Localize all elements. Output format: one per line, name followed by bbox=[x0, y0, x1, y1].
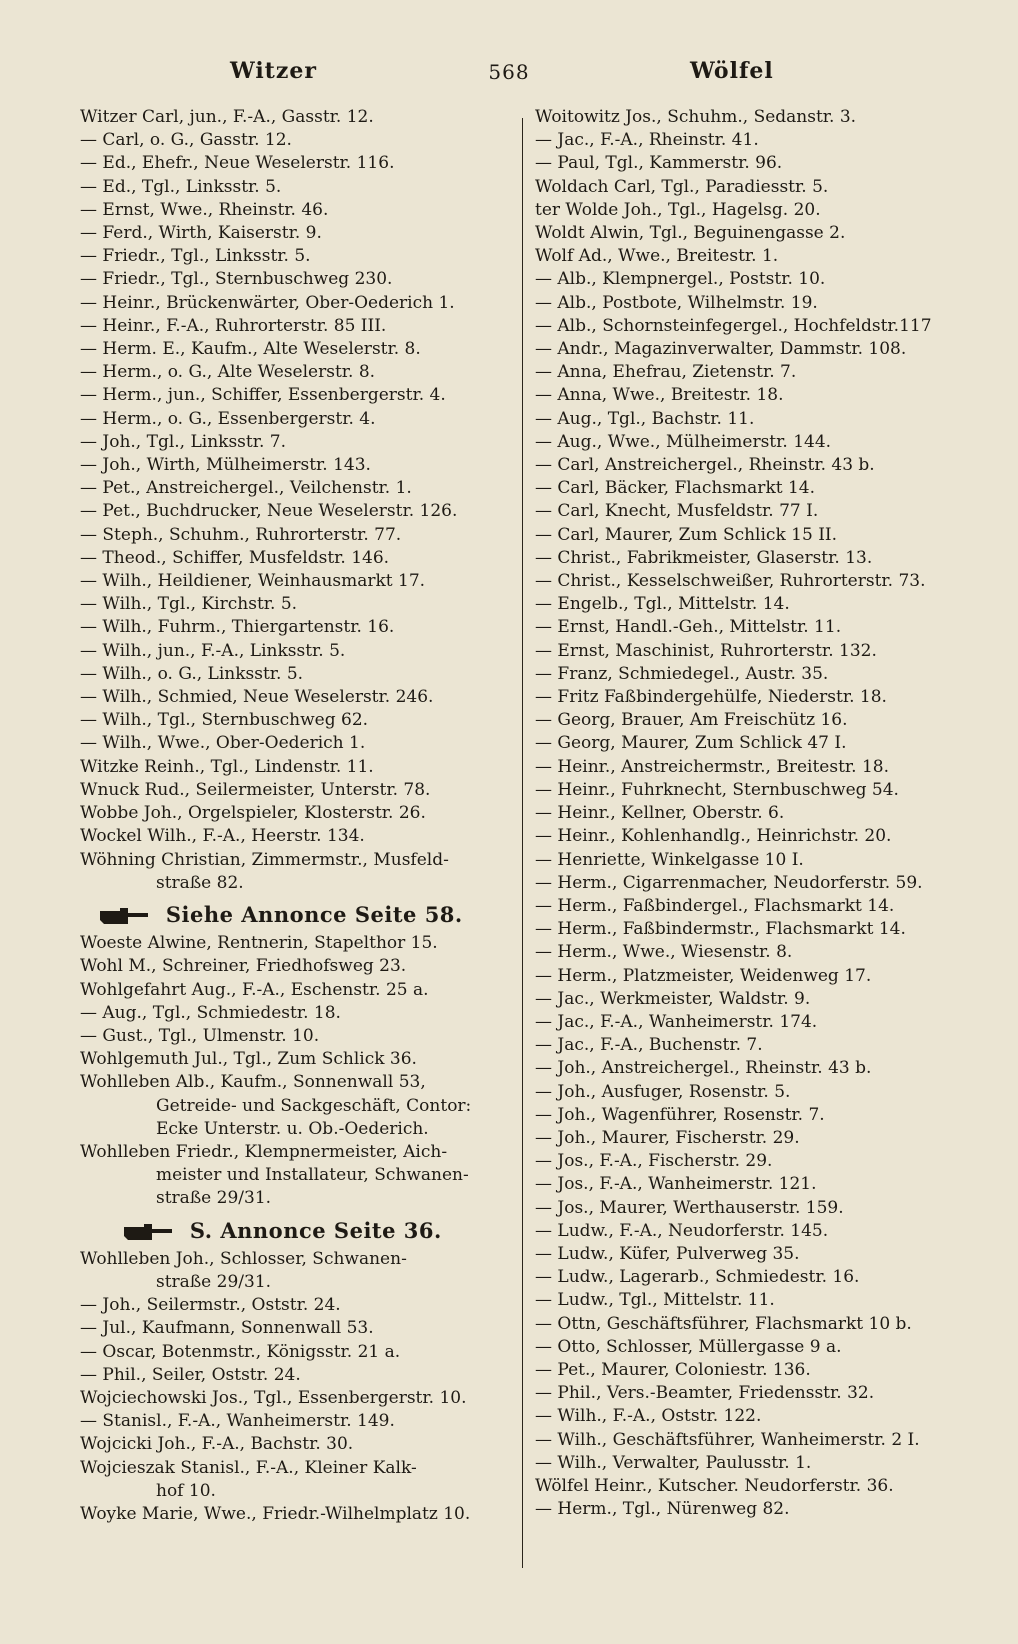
entry: — Herm. E., Kaufm., Alte Weselerstr. 8. bbox=[80, 339, 421, 360]
entry: Wojcicki Joh., F.-A., Bachstr. 30. bbox=[80, 1434, 354, 1455]
entry: Woldt Alwin, Tgl., Beguinengasse 2. bbox=[535, 223, 846, 244]
entry: — Joh., Anstreichergel., Rheinstr. 43 b. bbox=[535, 1058, 872, 1079]
entry: Wohlleben Joh., Schlosser, Schwanen- bbox=[80, 1248, 407, 1269]
entry: — Jac., F.-A., Wanheimerstr. 174. bbox=[535, 1011, 818, 1032]
entry: — Carl, Knecht, Musfeldstr. 77 I. bbox=[535, 501, 819, 522]
entry-continuation: straße 29/31. bbox=[156, 1188, 272, 1209]
entry: — Jos., F.-A., Wanheimerstr. 121. bbox=[535, 1174, 817, 1195]
entry: — Engelb., Tgl., Mittelstr. 14. bbox=[535, 594, 790, 615]
entry: — Jac., Werkmeister, Waldstr. 9. bbox=[535, 988, 811, 1009]
entry: — Otto, Schlosser, Müllergasse 9 a. bbox=[535, 1336, 842, 1357]
annonce-text: S. Annonce Seite 36. bbox=[189, 1217, 442, 1243]
entry: — Wilh., Geschäftsführer, Wanheimerstr. 2 I. bbox=[535, 1429, 920, 1450]
entry: Woeste Alwine, Rentnerin, Stapelthor 15. bbox=[80, 933, 438, 954]
entry: — Oscar, Botenmstr., Königsstr. 21 a. bbox=[80, 1341, 401, 1362]
entry: — Wilh., Tgl., Kirchstr. 5. bbox=[80, 594, 298, 615]
entry-continuation: straße 29/31. bbox=[156, 1271, 272, 1292]
entry: — Joh., Wagenführer, Rosenstr. 7. bbox=[535, 1104, 825, 1125]
entry: — Phil., Vers.-Beamter, Friedensstr. 32. bbox=[535, 1383, 875, 1404]
entry: — Alb., Postbote, Wilhelmstr. 19. bbox=[535, 292, 818, 313]
entry: — Heinr., Kellner, Oberstr. 6. bbox=[535, 803, 785, 824]
entry: — Stanisl., F.-A., Wanheimerstr. 149. bbox=[80, 1411, 395, 1432]
entry: — Herm., Faßbindergel., Flachsmarkt 14. bbox=[535, 895, 895, 916]
entry: — Ernst, Handl.-Geh., Mittelstr. 11. bbox=[535, 617, 842, 638]
entry: — Wilh., jun., F.-A., Linksstr. 5. bbox=[80, 640, 346, 661]
entry: — Friedr., Tgl., Sternbuschweg 230. bbox=[80, 269, 393, 290]
entry: Wolf Ad., Wwe., Breitestr. 1. bbox=[535, 246, 779, 267]
entry: — Herm., jun., Schiffer, Essenbergerstr. 4. bbox=[80, 385, 446, 406]
entry: — Ernst, Wwe., Rheinstr. 46. bbox=[80, 199, 329, 220]
entry: — Anna, Wwe., Breitestr. 18. bbox=[535, 385, 784, 406]
entry: Witzke Reinh., Tgl., Lindenstr. 11. bbox=[80, 756, 374, 777]
entry: — Herm., Faßbindermstr., Flachsmarkt 14. bbox=[535, 919, 906, 940]
entry: — Ed., Tgl., Linksstr. 5. bbox=[80, 176, 282, 197]
header-last-name: Wölfel bbox=[690, 58, 774, 84]
pointing-hand-icon bbox=[122, 1219, 174, 1242]
entry-continuation: Ecke Unterstr. u. Ob.-Oederich. bbox=[156, 1118, 429, 1139]
entry: Wohlgefahrt Aug., F.-A., Eschenstr. 25 a. bbox=[80, 979, 429, 1000]
entry: Wöhning Christian, Zimmermstr., Musfeld- bbox=[80, 849, 449, 870]
entry: — Ludw., Küfer, Pulverweg 35. bbox=[535, 1243, 800, 1264]
entry: — Wilh., Wwe., Ober-Oederich 1. bbox=[80, 733, 366, 754]
entry: — Wilh., o. G., Linksstr. 5. bbox=[80, 663, 304, 684]
entry: — Herm., o. G., Essenbergerstr. 4. bbox=[80, 408, 376, 429]
entry: — Heinr., Fuhrknecht, Sternbuschweg 54. bbox=[535, 779, 899, 800]
pointing-hand-icon bbox=[98, 903, 150, 926]
entry-continuation: hof 10. bbox=[156, 1480, 216, 1501]
entry: — Anna, Ehefrau, Zietenstr. 7. bbox=[535, 362, 797, 383]
entry: — Jos., Maurer, Werthauserstr. 159. bbox=[535, 1197, 844, 1218]
entry-continuation: Getreide- und Sackgeschäft, Contor: bbox=[156, 1095, 472, 1116]
entry: — Ernst, Maschinist, Ruhrorterstr. 132. bbox=[535, 640, 877, 661]
entry: — Christ., Fabrikmeister, Glaserstr. 13. bbox=[535, 547, 873, 568]
annonce-notice bbox=[80, 903, 510, 926]
entry: — Jos., F.-A., Fischerstr. 29. bbox=[535, 1151, 773, 1172]
left-column bbox=[80, 106, 510, 1526]
entry-continuation: meister und Installateur, Schwanen- bbox=[156, 1165, 469, 1186]
entry: Wohl M., Schreiner, Friedhofsweg 23. bbox=[80, 956, 407, 977]
entry: Wojciechowski Jos., Tgl., Essenbergerstr. 10. bbox=[80, 1387, 467, 1408]
entry: — Ed., Ehefr., Neue Weselerstr. 116. bbox=[80, 153, 395, 174]
entry: — Phil., Seiler, Oststr. 24. bbox=[80, 1364, 301, 1385]
entry: — Herm., Wwe., Wiesenstr. 8. bbox=[535, 942, 793, 963]
entry: — Christ., Kesselschweißer, Ruhrorterstr. 73. bbox=[535, 571, 926, 592]
annonce-notice bbox=[80, 1219, 510, 1242]
entry: — Joh., Maurer, Fischerstr. 29. bbox=[535, 1127, 800, 1148]
entry: — Pet., Buchdrucker, Neue Weselerstr. 126. bbox=[80, 501, 458, 522]
entry: — Ferd., Wirth, Kaiserstr. 9. bbox=[80, 223, 322, 244]
entry: Wohlgemuth Jul., Tgl., Zum Schlick 36. bbox=[80, 1049, 417, 1070]
entry: — Ludw., F.-A., Neudorferstr. 145. bbox=[535, 1220, 829, 1241]
entry: — Herm., Cigarrenmacher, Neudorferstr. 59. bbox=[535, 872, 923, 893]
entry: — Wilh., Tgl., Sternbuschweg 62. bbox=[80, 710, 369, 731]
entry: ter Wolde Joh., Tgl., Hagelsg. 20. bbox=[535, 199, 821, 220]
entry: — Aug., Tgl., Schmiedestr. 18. bbox=[80, 1002, 341, 1023]
entry: Wnuck Rud., Seilermeister, Unterstr. 78. bbox=[80, 779, 431, 800]
entry: — Aug., Tgl., Bachstr. 11. bbox=[535, 408, 755, 429]
entry: Wohlleben Alb., Kaufm., Sonnenwall 53, bbox=[80, 1072, 426, 1093]
entry: — Wilh., F.-A., Oststr. 122. bbox=[535, 1406, 762, 1427]
entry: — Georg, Brauer, Am Freischütz 16. bbox=[535, 710, 848, 731]
entry: — Paul, Tgl., Kammerstr. 96. bbox=[535, 153, 783, 174]
entry: Wölfel Heinr., Kutscher. Neudorferstr. 36. bbox=[535, 1475, 894, 1496]
entry: — Wilh., Heildiener, Weinhausmarkt 17. bbox=[80, 571, 426, 592]
entry: Wohlleben Friedr., Klempnermeister, Aich- bbox=[80, 1141, 448, 1162]
entry: — Andr., Magazinverwalter, Dammstr. 108. bbox=[535, 339, 907, 360]
entry: Wojcieszak Stanisl., F.-A., Kleiner Kalk- bbox=[80, 1457, 417, 1478]
entry: — Heinr., Anstreichermstr., Breitestr. 18. bbox=[535, 756, 890, 777]
entry: — Joh., Wirth, Mülheimerstr. 143. bbox=[80, 455, 371, 476]
entry: — Jul., Kaufmann, Sonnenwall 53. bbox=[80, 1318, 374, 1339]
entry: — Jac., F.-A., Rheinstr. 41. bbox=[535, 130, 759, 151]
entry: Woitowitz Jos., Schuhm., Sedanstr. 3. bbox=[535, 107, 857, 127]
header-first-name: Witzer bbox=[230, 58, 317, 84]
entry: — Alb., Schornsteinfegergel., Hochfeldstr.117 bbox=[535, 315, 932, 336]
entry: — Ludw., Lagerarb., Schmiedestr. 16. bbox=[535, 1267, 860, 1288]
entry: — Herm., Tgl., Nürenweg 82. bbox=[535, 1499, 790, 1520]
column-divider bbox=[522, 118, 523, 1568]
entry: Woldach Carl, Tgl., Paradiesstr. 5. bbox=[535, 176, 829, 197]
entry: — Joh., Seilermstr., Oststr. 24. bbox=[80, 1295, 341, 1316]
entry-continuation: straße 82. bbox=[156, 872, 244, 893]
entry: — Heinr., F.-A., Ruhrorterstr. 85 III. bbox=[80, 315, 387, 336]
entry: — Pet., Maurer, Coloniestr. 136. bbox=[535, 1359, 811, 1380]
entry: — Joh., Ausfuger, Rosenstr. 5. bbox=[535, 1081, 791, 1102]
entry: — Carl, o. G., Gasstr. 12. bbox=[80, 130, 292, 151]
entry: — Wilh., Schmied, Neue Weselerstr. 246. bbox=[80, 687, 434, 708]
entry: Wockel Wilh., F.-A., Heerstr. 134. bbox=[80, 826, 365, 847]
entry: — Jac., F.-A., Buchenstr. 7. bbox=[535, 1035, 763, 1056]
entry: — Henriette, Winkelgasse 10 I. bbox=[535, 849, 804, 870]
entry: — Franz, Schmiedegel., Austr. 35. bbox=[535, 663, 829, 684]
entry: — Pet., Anstreichergel., Veilchenstr. 1. bbox=[80, 478, 412, 499]
entry: — Fritz Faßbindergehülfe, Niederstr. 18. bbox=[535, 687, 887, 708]
entry: — Ottn, Geschäftsführer, Flachsmarkt 10 b. bbox=[535, 1313, 912, 1334]
entry: Woyke Marie, Wwe., Friedr.-Wilhelmplatz 10. bbox=[80, 1503, 471, 1524]
entry: — Aug., Wwe., Mülheimerstr. 144. bbox=[535, 431, 832, 452]
entry: — Carl, Maurer, Zum Schlick 15 II. bbox=[535, 524, 838, 545]
entry: — Carl, Bäcker, Flachsmarkt 14. bbox=[535, 478, 816, 499]
page-header bbox=[0, 58, 1018, 94]
entry: Witzer Carl, jun., F.-A., Gasstr. 12. bbox=[80, 107, 374, 127]
entry: — Georg, Maurer, Zum Schlick 47 I. bbox=[535, 733, 847, 754]
page-number: 568 bbox=[488, 60, 530, 84]
entry: — Friedr., Tgl., Linksstr. 5. bbox=[80, 246, 311, 267]
entry: — Heinr., Brückenwärter, Ober-Oederich 1. bbox=[80, 292, 455, 313]
entry: — Wilh., Verwalter, Paulusstr. 1. bbox=[535, 1452, 812, 1473]
entry: — Carl, Anstreichergel., Rheinstr. 43 b. bbox=[535, 455, 875, 476]
entry: — Wilh., Fuhrm., Thiergartenstr. 16. bbox=[80, 617, 395, 638]
entry: — Steph., Schuhm., Ruhrorterstr. 77. bbox=[80, 524, 402, 545]
entry: — Herm., Platzmeister, Weidenweg 17. bbox=[535, 965, 872, 986]
entry: — Heinr., Kohlenhandlg., Heinrichstr. 20. bbox=[535, 826, 892, 847]
annonce-text: Siehe Annonce Seite 58. bbox=[165, 901, 463, 927]
entry: — Ludw., Tgl., Mittelstr. 11. bbox=[535, 1290, 775, 1311]
entry: — Gust., Tgl., Ulmenstr. 10. bbox=[80, 1025, 320, 1046]
entry: — Herm., o. G., Alte Weselerstr. 8. bbox=[80, 362, 376, 383]
entry: — Theod., Schiffer, Musfeldstr. 146. bbox=[80, 547, 390, 568]
entry: — Joh., Tgl., Linksstr. 7. bbox=[80, 431, 287, 452]
entry: — Alb., Klempnergel., Poststr. 10. bbox=[535, 269, 826, 290]
entry: Wobbe Joh., Orgelspieler, Klosterstr. 26. bbox=[80, 803, 426, 824]
right-column bbox=[535, 106, 975, 1521]
